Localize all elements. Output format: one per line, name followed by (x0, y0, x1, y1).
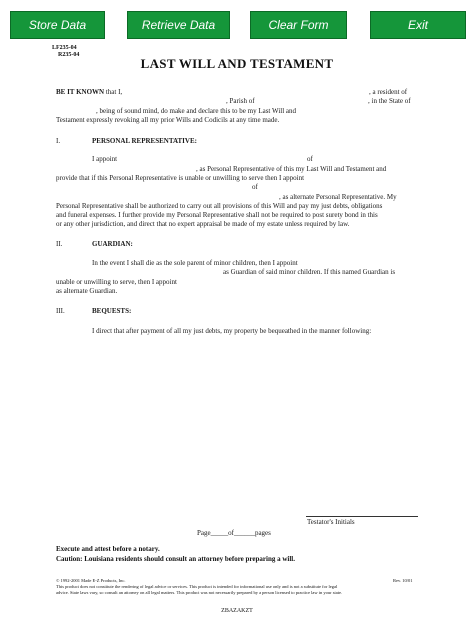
section2-line-3: unable or unwilling to serve, then I appoint (56, 278, 177, 286)
section3-heading: BEQUESTS: (92, 307, 132, 315)
exit-button[interactable]: Exit (370, 11, 466, 39)
section1-of-2: of (252, 183, 258, 191)
section1-heading: PERSONAL REPRESENTATIVE: (92, 137, 197, 145)
document-code: ZBAZAKZT (221, 608, 253, 614)
form-code-2: R235-04 (58, 52, 80, 58)
revision-text: Rev. 10/01 (393, 578, 413, 583)
section1-line-5: , as alternate Personal Representative. My (279, 193, 397, 201)
form-code-1: LF235-04 (52, 45, 77, 51)
section2-number: II. (56, 240, 63, 248)
section1-line-8: or any other jurisdiction, and direct that no expert appraisal be made of my estate unless required by law. (56, 220, 350, 228)
execute-notice: Execute and attest before a notary. (56, 545, 160, 553)
section2-heading: GUARDIAN: (92, 240, 133, 248)
retrieve-data-button[interactable]: Retrieve Data (127, 11, 230, 39)
copyright-text: © 1992-2001 Made E-Z Products, Inc. (56, 578, 126, 583)
intro-lead: BE IT KNOWN (56, 88, 105, 96)
section1-line-6: Personal Representative shall be authorized to carry out all provisions of this Will and pay my just debts, obligations (56, 202, 383, 210)
store-data-button[interactable]: Store Data (10, 11, 105, 39)
section3-line-1: I direct that after payment of all my just debts, my property be bequeathed in the manner following: (92, 327, 372, 335)
section1-number: I. (56, 137, 61, 145)
intro-line-3: , being of sound mind, do make and declare this to be my Last Will and (96, 107, 297, 115)
section1-line-2: , as Personal Representative of this my Last Will and Testament and (196, 165, 387, 173)
section1-line-7: and funeral expenses. I further provide my Personal Representative shall not be required to post surety bond in this (56, 211, 378, 219)
section3-number: III. (56, 307, 65, 315)
intro-line-1 (56, 88, 122, 97)
section1-line-3: provide that if this Personal Representative is unable or unwilling to serve then I appoint (56, 174, 305, 182)
caution-notice: Caution: Louisiana residents should consult an attorney before preparing a will. (56, 555, 296, 563)
intro-that-i: that I, (105, 88, 123, 96)
intro-parish-of: , Parish of (226, 97, 255, 105)
section2-line-4: as alternate Guardian. (56, 287, 118, 295)
clear-form-button[interactable]: Clear Form (250, 11, 347, 39)
section1-i-appoint: I appoint (92, 155, 118, 163)
disclaimer-line-1: This product does not constitute the rendering of legal advice or services. This product is intended for informational use only and is not a substitute for legal (56, 584, 338, 589)
section2-line-1: In the event I shall die as the sole parent of minor children, then I appoint (92, 259, 298, 267)
intro-line-4: Testament expressly revoking all my prior Wills and Codicils at any time made. (56, 116, 280, 124)
section1-of: of (307, 155, 313, 163)
document-title: LAST WILL AND TESTAMENT (140, 56, 334, 71)
initials-label: Testator's Initials (307, 518, 355, 526)
intro-state-of: , in the State of (368, 97, 411, 105)
intro-resident-of: , a resident of (369, 88, 408, 96)
toolbar (0, 0, 474, 40)
section2-line-2: as Guardian of said minor children. If this named Guardian is (223, 268, 396, 276)
initials-line (306, 516, 418, 517)
page-count-line: Page_____of______pages (197, 529, 271, 537)
disclaimer-line-2: advice. State laws vary, so consult an attorney on all legal matters. This product was not necessarily prepared by a person licensed to practice law in your state. (56, 590, 343, 595)
